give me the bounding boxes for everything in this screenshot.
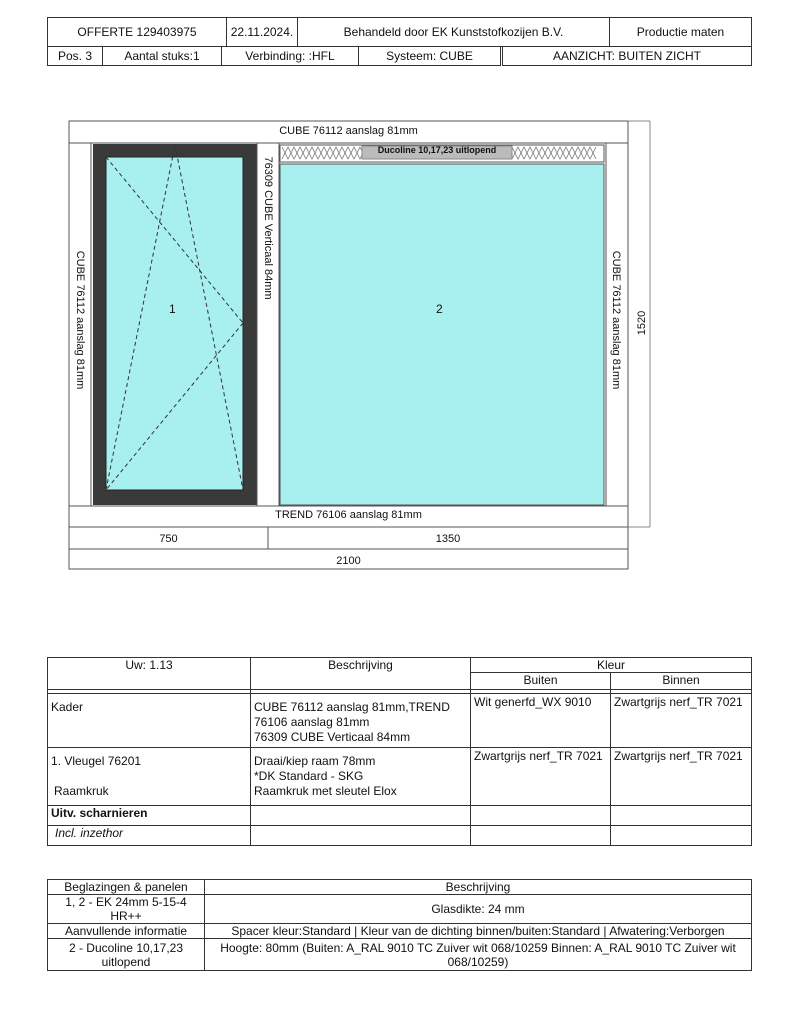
table-row: 2 - Ducoline 10,17,23 uitlopend Hoogte: 80mm (Buiten: A_RAL 9010 TC Zuiver wit 068/10259 Binnen: A_RAL 9010 TC Zuiver wit 068/10259) [48,939,752,971]
dim-width-2: 1350 [435,533,461,545]
row-color-out: Zwartgrijs nerf_TR 7021 [471,748,611,806]
row-color-in: Zwartgrijs nerf_TR 7021 [611,748,752,806]
dim-total: 2100 [336,555,361,567]
mullion-label: 76309 CUBE Verticaal 84mm [262,156,274,300]
view: AANZICHT: BUITEN ZICHT [502,47,752,66]
row-desc: Draai/kiep raam 78mm *DK Standard - SKG Raamkruk met sleutel Elox [251,748,471,806]
table-row [48,748,752,806]
offer-date: 22.11.2024. [227,18,298,47]
position: Pos. 3 [48,47,103,66]
row-name: 1. Vleugel 76201 Raamkruk [48,748,251,806]
production-label: Productie maten [610,18,752,47]
offer-number: OFFERTE 129403975 [48,18,227,47]
desc-header: Beschrijving [251,658,471,690]
glazing-table [47,879,752,971]
row-color-out: Wit generfd_WX 9010 [471,694,611,748]
pane-2-number: 2 [436,302,443,316]
table-row: 1, 2 - EK 24mm 5-15-4 HR++ Glasdikte: 24 mm [48,895,752,924]
right-profile-label: CUBE 76112 aanslag 81mm [610,250,622,390]
row-name: Kader [48,694,251,748]
glazing-desc-header: Beschrijving [205,880,752,895]
pane-1-glass [106,157,243,490]
color-in-header: Binnen [611,673,752,690]
connection: Verbinding: :HFL [222,47,359,66]
pane-1-number: 1 [169,302,176,316]
uw-value: Uw: 1.13 [48,658,251,690]
hinges-label: Uitv. scharnieren [48,806,251,826]
top-profile-label: CUBE 76112 aanslag 81mm [279,125,418,137]
handled-by: Behandeld door EK Kunststofkozijen B.V. [298,18,610,47]
color-out-header: Buiten [471,673,611,690]
bottom-profile-label: TREND 76106 aanslag 81mm [275,509,422,521]
spec-table [47,657,752,846]
glazing-header: Beglazingen & panelen [48,880,205,895]
pane-2-glass [280,164,604,505]
system: Systeem: CUBE [359,47,502,66]
dim-width-1: 750 [159,533,178,545]
left-profile-label: CUBE 76112 aanslag 81mm [74,250,86,390]
color-header: Kleur [471,658,752,673]
row-desc: CUBE 76112 aanslag 81mm,TREND 76106 aanslag 81mm 76309 CUBE Verticaal 84mm [251,694,471,748]
dim-height: 1520 [636,310,648,336]
quantity: Aantal stuks:1 [103,47,222,66]
incl-label: Incl. inzethor [48,826,251,846]
vent-label: Ducoline 10,17,23 uitlopend [377,145,497,155]
table-row: Aanvullende informatie Spacer kleur:Standard | Kleur van de dichting binnen/buiten:Standard | Afwatering:Verborgen [48,924,752,939]
table-row [48,694,752,748]
row-color-in: Zwartgrijs nerf_TR 7021 [611,694,752,748]
